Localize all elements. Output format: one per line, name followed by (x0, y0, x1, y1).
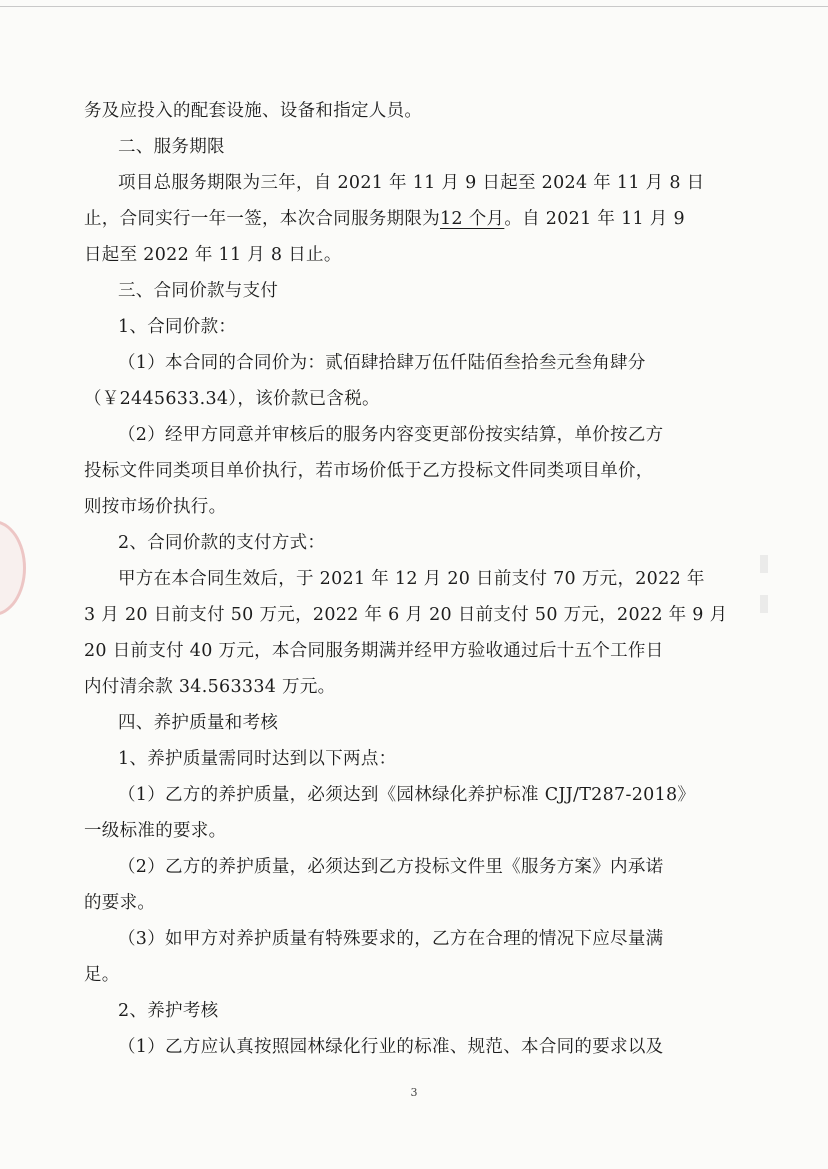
subsection-heading: 1、养护质量需同时达到以下两点： (118, 749, 397, 769)
subsection-heading: 2、合同价款的支付方式： (118, 533, 326, 553)
text-line: 项目总服务期限为三年，自 2021 年 11 月 9 日起至 2024 年 11 月 8 日 (118, 173, 705, 193)
text-line: 务及应投入的配套设施、设备和指定人员。 (84, 101, 423, 121)
text-line: 甲方在本合同生效后，于 2021 年 12 月 20 日前支付 70 万元，2022 年 (118, 569, 705, 589)
text-line: （3）如甲方对养护质量有特殊要求的，乙方在合理的情况下应尽量满 (118, 929, 664, 949)
text-line: （1）乙方应认真按照园林绿化行业的标准、规范、本合同的要求以及 (118, 1037, 664, 1057)
red-seal-fragment (0, 520, 26, 616)
text-line: 则按市场价执行。 (84, 497, 227, 517)
text-line: （2）乙方的养护质量，必须达到乙方投标文件里《服务方案》内承诺 (118, 857, 664, 877)
text-line: （￥2445633.34），该价款已含税。 (84, 389, 380, 409)
text-line (84, 208, 685, 230)
text-span: 。自 2021 年 11 月 9 (504, 209, 685, 229)
text-line: 3 月 20 日前支付 50 万元，2022 年 6 月 20 日前支付 50 万元，2022 年 9 月 (84, 605, 728, 625)
section-heading: 二、服务期限 (118, 137, 225, 157)
page-number: 3 (410, 1086, 418, 1099)
scan-margin-mark (760, 595, 768, 613)
text-line: （1）乙方的养护质量，必须达到《园林绿化养护标准 CJJ/T287-2018》 (118, 785, 696, 805)
text-line: 投标文件同类项目单价执行，若市场价低于乙方投标文件同类项目单价， (84, 461, 654, 481)
section-heading: 三、合同价款与支付 (118, 281, 279, 301)
section-heading: 四、养护质量和考核 (118, 713, 279, 733)
subsection-heading: 1、合同价款： (118, 317, 237, 337)
text-line: （1）本合同的合同价为：贰佰肆拾肆万伍仟陆佰叁拾叁元叁角肆分 (118, 353, 646, 373)
text-line: 内付清余款 34.563334 万元。 (84, 677, 336, 697)
subsection-heading: 2、养护考核 (118, 1001, 219, 1021)
scan-top-edge (0, 6, 828, 7)
text-line: 的要求。 (84, 893, 156, 913)
text-line: 日起至 2022 年 11 月 8 日止。 (84, 245, 342, 265)
text-line: （2）经甲方同意并审核后的服务内容变更部份按实结算，单价按乙方 (118, 425, 664, 445)
text-line: 一级标准的要求。 (84, 821, 227, 841)
text-line: 20 日前支付 40 万元，本合同服务期满并经甲方验收通过后十五个工作日 (84, 641, 664, 661)
text-line: 足。 (84, 965, 120, 985)
underlined-term: 12 个月 (440, 209, 505, 229)
scan-margin-mark (760, 555, 768, 573)
text-span: 止，合同实行一年一签，本次合同服务期限为 (84, 209, 440, 229)
